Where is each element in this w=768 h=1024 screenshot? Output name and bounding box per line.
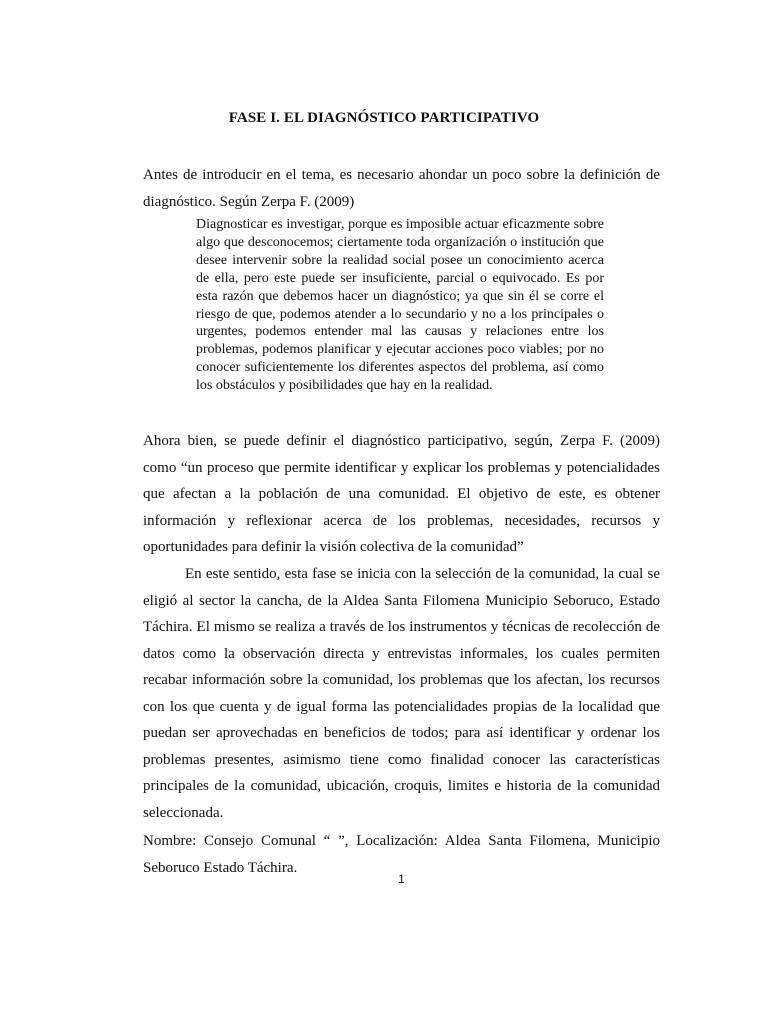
block-quote: Diagnosticar es investigar, porque es imposible actuar eficazmente sobre algo que desconocemos; ciertamente toda organización o institución que desee intervenir sobre la realidad social posee un conocimiento acerca de ella, pero este puede ser insuficiente, parcial o equivocado. Es por esta razón que debemos hacer un diagnóstico; ya que sin él se corre el riesgo de que, podemos atender a lo secundario y no a los principales o urgentes, podemos entender mal las causas y relaciones entre los problemas, podemos planificar y ejecutar acciones poco viables; por no conocer suficientemente los diferentes aspectos del problema, así como los obstáculos y posibilidades que hay en la realidad. bbox=[196, 217, 604, 394]
document-title: FASE I. EL DIAGNÓSTICO PARTICIPATIVO bbox=[228, 110, 540, 126]
community-name-paragraph: Nombre: Consejo Comunal “ ”, Localización: Aldea Santa Filomena, Municipio Seboruco Estado Táchira. bbox=[143, 833, 660, 876]
body-paragraph: En este sentido, esta fase se inicia con la selección de la comunidad, la cual se eligió al sector la cancha, de la Aldea Santa Filomena Municipio Seboruco, Estado Táchira. El mismo se realiza a través de los instrumentos y técnicas de recolección de datos como la observación directa y entrevistas informales, los cuales permiten recabar información sobre la comunidad, los problemas que los afectan, los recursos con los que cuenta y de igual forma las potencialidades propias de la localidad que puedan ser aprovechadas en beneficios de todos; para así identificar y ordenar los problemas presentes, asimismo tiene como finalidad conocer las características principales de la comunidad, ubicación, croquis, limites e historia de la comunidad seleccionada. bbox=[143, 566, 660, 821]
intro-paragraph: Antes de introducir en el tema, es necesario ahondar un poco sobre la definición de diagnóstico. Según Zerpa F. (2009) bbox=[143, 167, 660, 210]
definition-paragraph: Ahora bien, se puede definir el diagnóstico participativo, según, Zerpa F. (2009) como “un proceso que permite identificar y explicar los problemas y potencialidades que afectan a la población de una comunidad. El objetivo de este, es obtener información y reflexionar acerca de los problemas, necesidades, recursos y oportunidades para definir la visión colectiva de la comunidad” bbox=[143, 433, 660, 555]
page-number: 1 bbox=[398, 872, 405, 886]
